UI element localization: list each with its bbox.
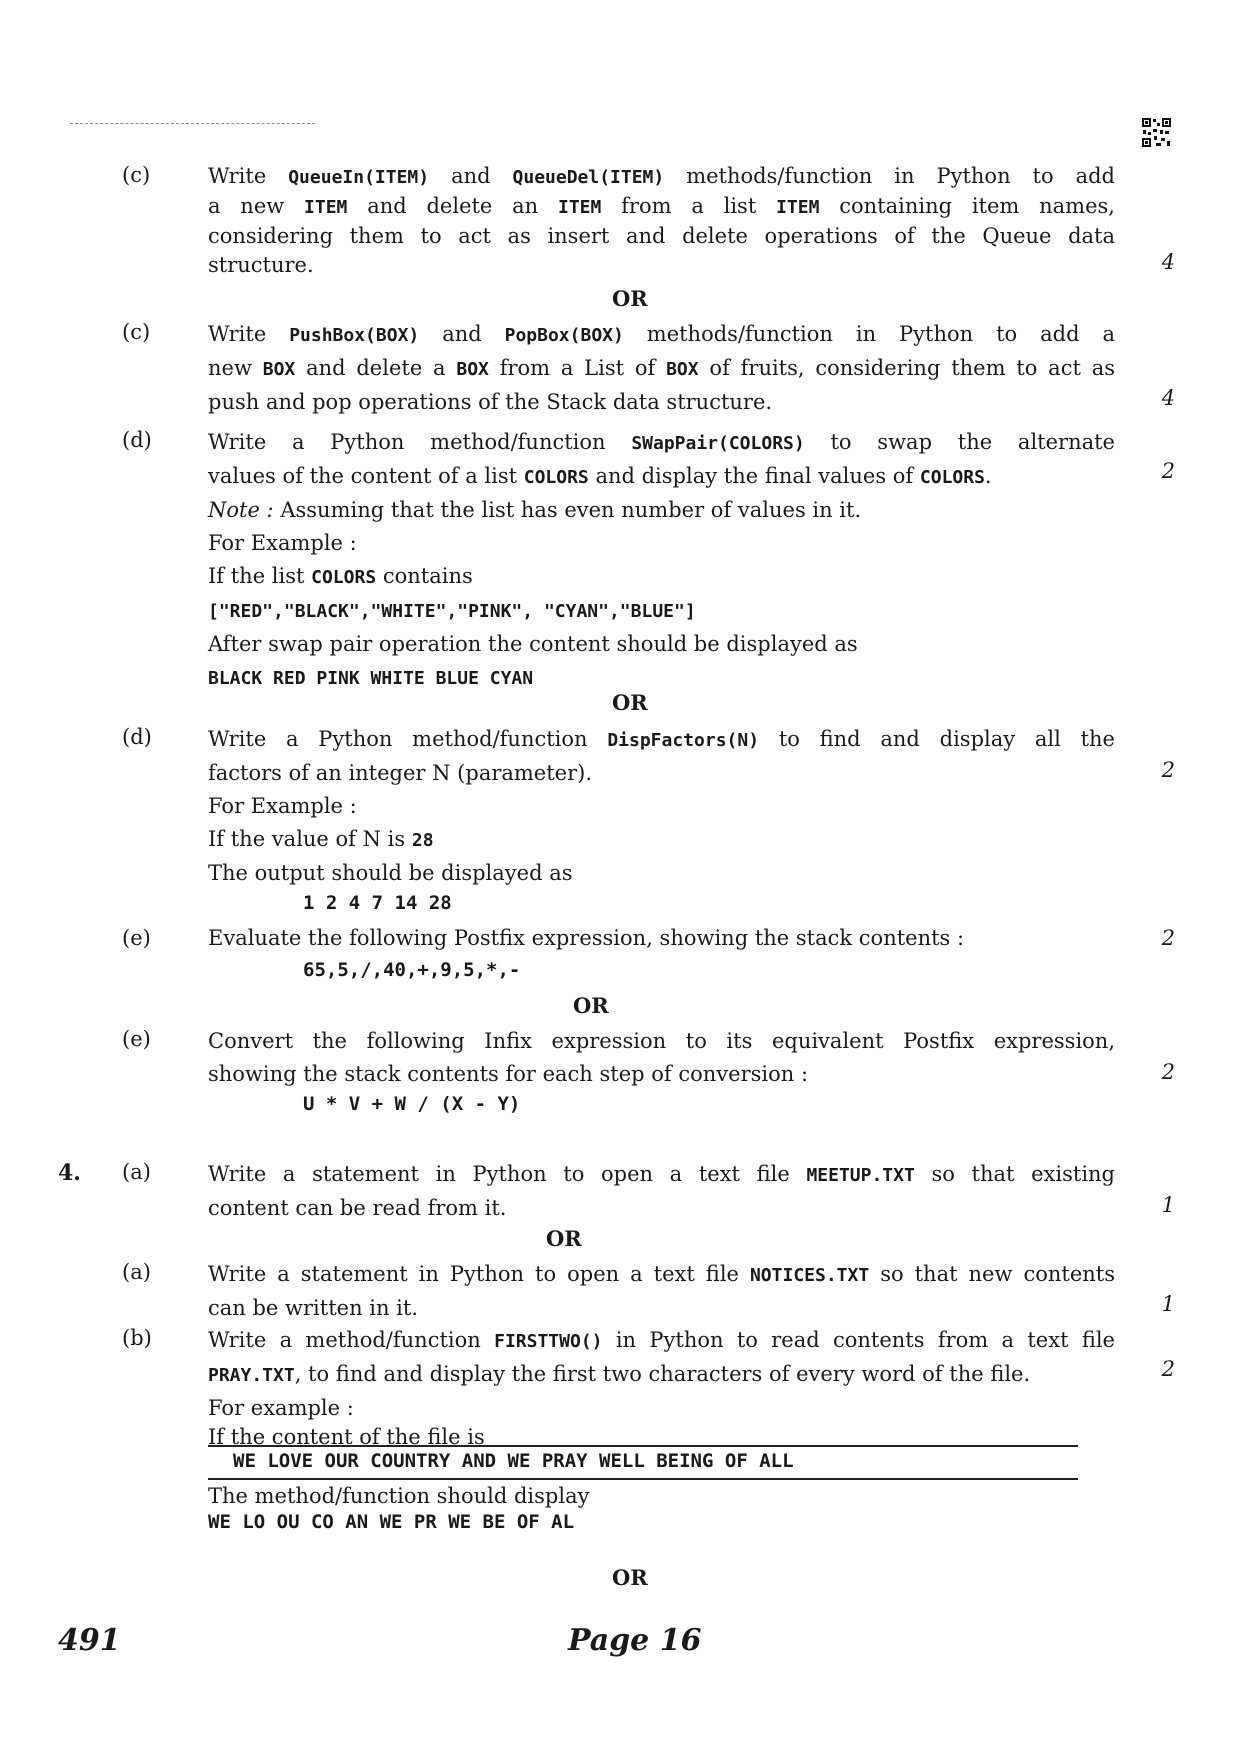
marks: 4 <box>1161 250 1175 274</box>
code-expression: U * V + W / (X - Y) <box>303 1093 521 1115</box>
question-text: Write a statement in Python to open a text file NOTICES.TXT so that new contents can be written in it. <box>208 1262 1115 1320</box>
qr-code-icon <box>1141 117 1172 148</box>
file-content: WE LOVE OUR COUNTRY AND WE PRAY WELL BEING OF ALL <box>233 1450 794 1472</box>
or-separator: OR <box>612 286 648 311</box>
marks: 2 <box>1161 1060 1175 1084</box>
file-content-top-rule <box>208 1445 1078 1447</box>
question-number: 4. <box>58 1160 81 1186</box>
marks: 1 <box>1161 1193 1175 1217</box>
output-caption: The method/function should display <box>208 1484 590 1508</box>
part-label: (e) <box>122 926 151 950</box>
code-output: WE LO OU CO AN WE PR WE BE OF AL <box>208 1511 575 1533</box>
part-label: (d) <box>122 725 152 749</box>
question-text: Write QueueIn(ITEM) and QueueDel(ITEM) methods/function in Python to add a new ITEM and delete an ITEM from a list ITEM containing item names, considering them to act as insert and delete operations of the Queue data structure. <box>208 164 1115 277</box>
top-divider <box>70 123 315 124</box>
marks: 1 <box>1161 1292 1175 1316</box>
marks: 2 <box>1161 1357 1175 1381</box>
part-label: (c) <box>122 320 151 344</box>
part-label: (d) <box>122 428 152 452</box>
marks: 2 <box>1161 758 1175 782</box>
page-number: Page 16 <box>568 1623 702 1658</box>
or-separator: OR <box>612 1565 648 1590</box>
part-label: (a) <box>122 1160 151 1184</box>
part-label: (a) <box>122 1260 151 1284</box>
file-content-bottom-rule <box>208 1478 1078 1480</box>
or-separator: OR <box>546 1226 582 1251</box>
question-text: Write a method/function FIRSTTWO() in Python to read contents from a text file PRAY.TXT, to find and display the first two characters of every word of the file. For example : If the content of the file is <box>208 1328 1115 1449</box>
part-label: (e) <box>122 1027 151 1051</box>
part-label: (b) <box>122 1326 152 1350</box>
marks: 2 <box>1161 459 1175 483</box>
or-separator: OR <box>612 690 648 715</box>
question-text: Evaluate the following Postfix expression, showing the stack contents : <box>208 926 965 950</box>
question-text: Write a statement in Python to open a text file MEETUP.TXT so that existing content can be read from it. <box>208 1162 1116 1220</box>
paper-code: 491 <box>58 1623 121 1658</box>
part-label: (c) <box>122 163 151 187</box>
question-text: Write PushBox(BOX) and PopBox(BOX) methods/function in Python to add a new BOX and delete a BOX from a List of BOX of fruits, considering them to act as push and pop operations of the Stack data structure. <box>208 322 1115 414</box>
code-output: 1 2 4 7 14 28 <box>303 892 452 914</box>
question-text: Convert the following Infix expression to its equivalent Postfix expression, showing the stack contents for each step of conversion : <box>208 1029 1115 1086</box>
question-text: Write a Python method/function SWapPair(COLORS) to swap the alternate values of the content of a list COLORS and display the final values of COLORS. Note : Assuming that the list has even number of values in it. For Example : If the list COLORS contains ["RED","BLACK","WHITE","PINK", "CYAN","BLUE"] After swap pair operation the content should be displayed as BLACK RED PINK WHITE BLUE CYAN <box>208 430 1115 689</box>
marks: 2 <box>1161 926 1175 950</box>
question-text: Write a Python method/function DispFactors(N) to find and display all the factors of an integer N (parameter). For Example : If the value of N is 28 The output should be displayed as <box>208 727 1115 885</box>
code-expression: 65,5,/,40,+,9,5,*,- <box>303 959 521 981</box>
or-separator: OR <box>573 993 609 1018</box>
marks: 4 <box>1161 386 1175 410</box>
